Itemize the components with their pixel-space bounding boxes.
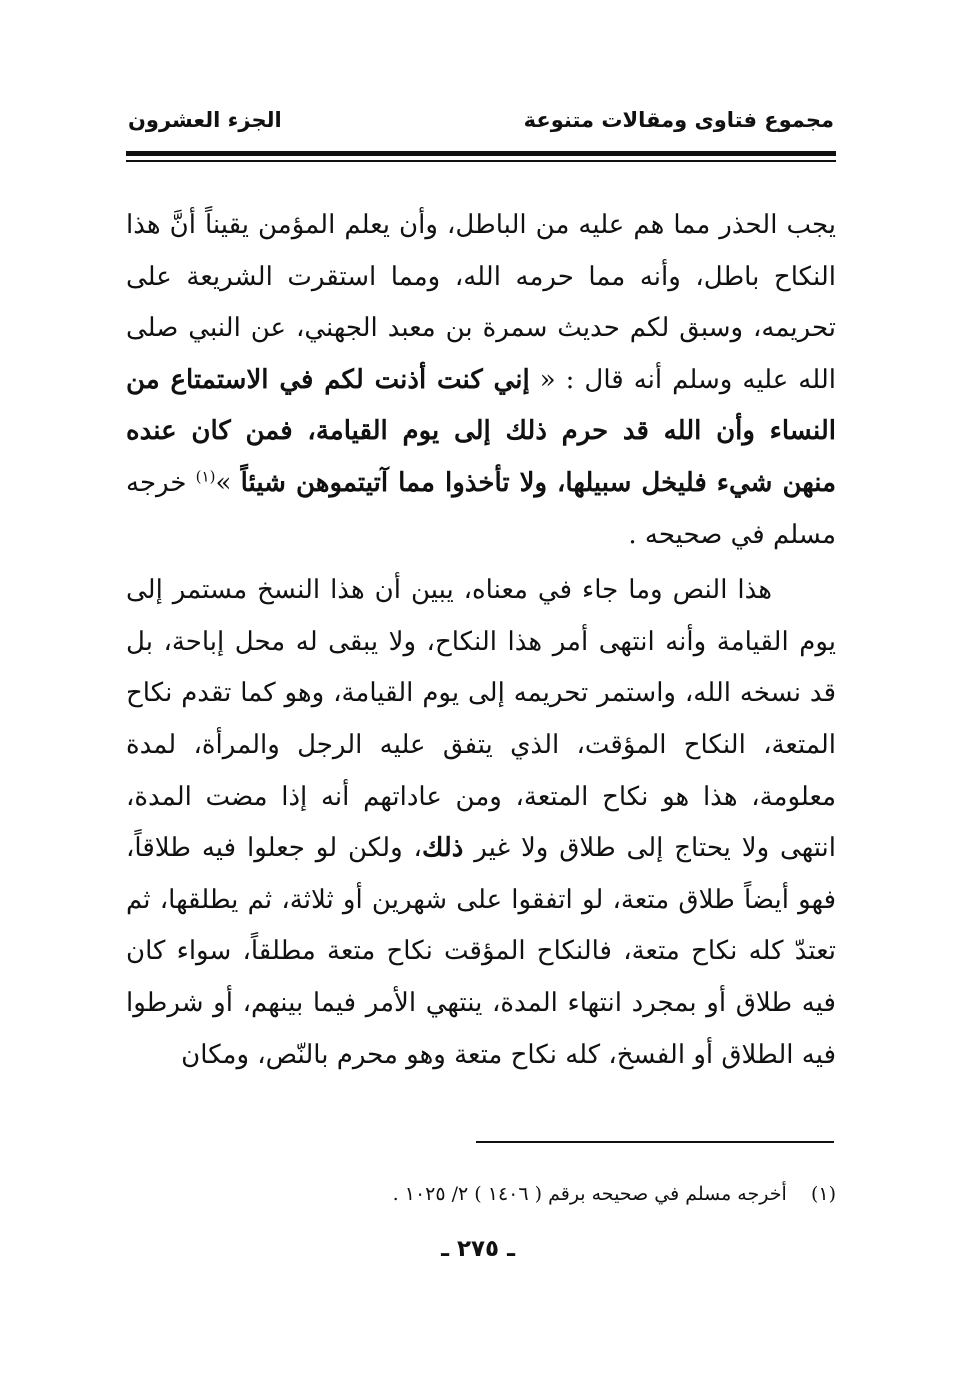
page-number: ـ ٢٧٥ ـ xyxy=(441,1236,515,1262)
main-text xyxy=(126,200,836,1081)
footnote-reference: (١) xyxy=(195,467,216,486)
paragraph-1-end: خرجه مسلم في صحيحه . xyxy=(126,467,836,550)
footnote-separator xyxy=(476,1141,834,1143)
paragraph-2 xyxy=(126,565,836,1081)
quote-close: » xyxy=(215,467,241,498)
header-rule-thick xyxy=(126,151,836,156)
paragraph-2-start: هذا النص وما جاء في معناه، يبين أن هذا النسخ مستمر إلى يوم القيامة وأنه انتهى أمر هذا النكاح، ولا يبقى له محل إباحة، بل قد نسخه الله، واستمر تحريمه إلى يوم القيامة، وهو كما تقدم نكاح المتعة، النكاح المؤقت، الذي يتفق عليه الرجل والمرأة، لمدة معلومة، هذا هو نكاح المتعة، ومن عاداتهم أنه إذا مضت المدة، انتهى ولا يحتاج إلى طلاق ولا غير xyxy=(126,575,836,864)
footnote xyxy=(126,1180,836,1208)
header-rule-thin xyxy=(126,160,836,162)
book-title: مجموع فتاوى ومقالات متنوعة xyxy=(523,108,834,132)
footnote-marker: (١) xyxy=(810,1183,836,1205)
running-header xyxy=(128,108,834,148)
paragraph-2-end: ، ولكن لو جعلوا فيه طلاقاً، فهو أيضاً طلاق متعة، لو اتفقوا على شهرين أو ثلاثة، ثم يطلقها، ثم تعتدّ كله نكاح متعة، فالنكاح المؤقت نكاح متعة مطلقاً، سواء كان فيه طلاق أو بمجرد انتهاء المدة، ينتهي الأمر فيما بينهم، أو شرطوا فيه الطلاق أو الفسخ، كله نكاح متعة وهو محرم بالنّص، ومكان xyxy=(126,833,836,1070)
footnote-text: أخرجه مسلم في صحيحه برقم ( ١٤٠٦ ) ٢/ ١٠٢٥ . xyxy=(392,1183,787,1205)
paragraph-2-bold-word: ذلك xyxy=(421,833,464,864)
paragraph-1 xyxy=(126,200,836,561)
volume-label: الجزء العشرون xyxy=(128,108,282,132)
hadith-quote: إني كنت أذنت لكم في الاستمتاع من النساء وأن الله قد حرم ذلك إلى يوم القيامة، فمن كان عنده منهن شيء فليخل سبيلها، ولا تأخذوا مما آتيتموهن شيئاً xyxy=(126,364,836,498)
paragraph-1-intro: يجب الحذر مما هم عليه من الباطل، وأن يعلم المؤمن يقيناً أنَّ هذا النكاح باطل، وأنه مما حرمه الله، ومما استقرت الشريعة على تحريمه، وسبق لكم حديث سمرة بن معبد الجهني، عن النبي صلى الله عليه وسلم أنه قال : « xyxy=(126,210,836,395)
